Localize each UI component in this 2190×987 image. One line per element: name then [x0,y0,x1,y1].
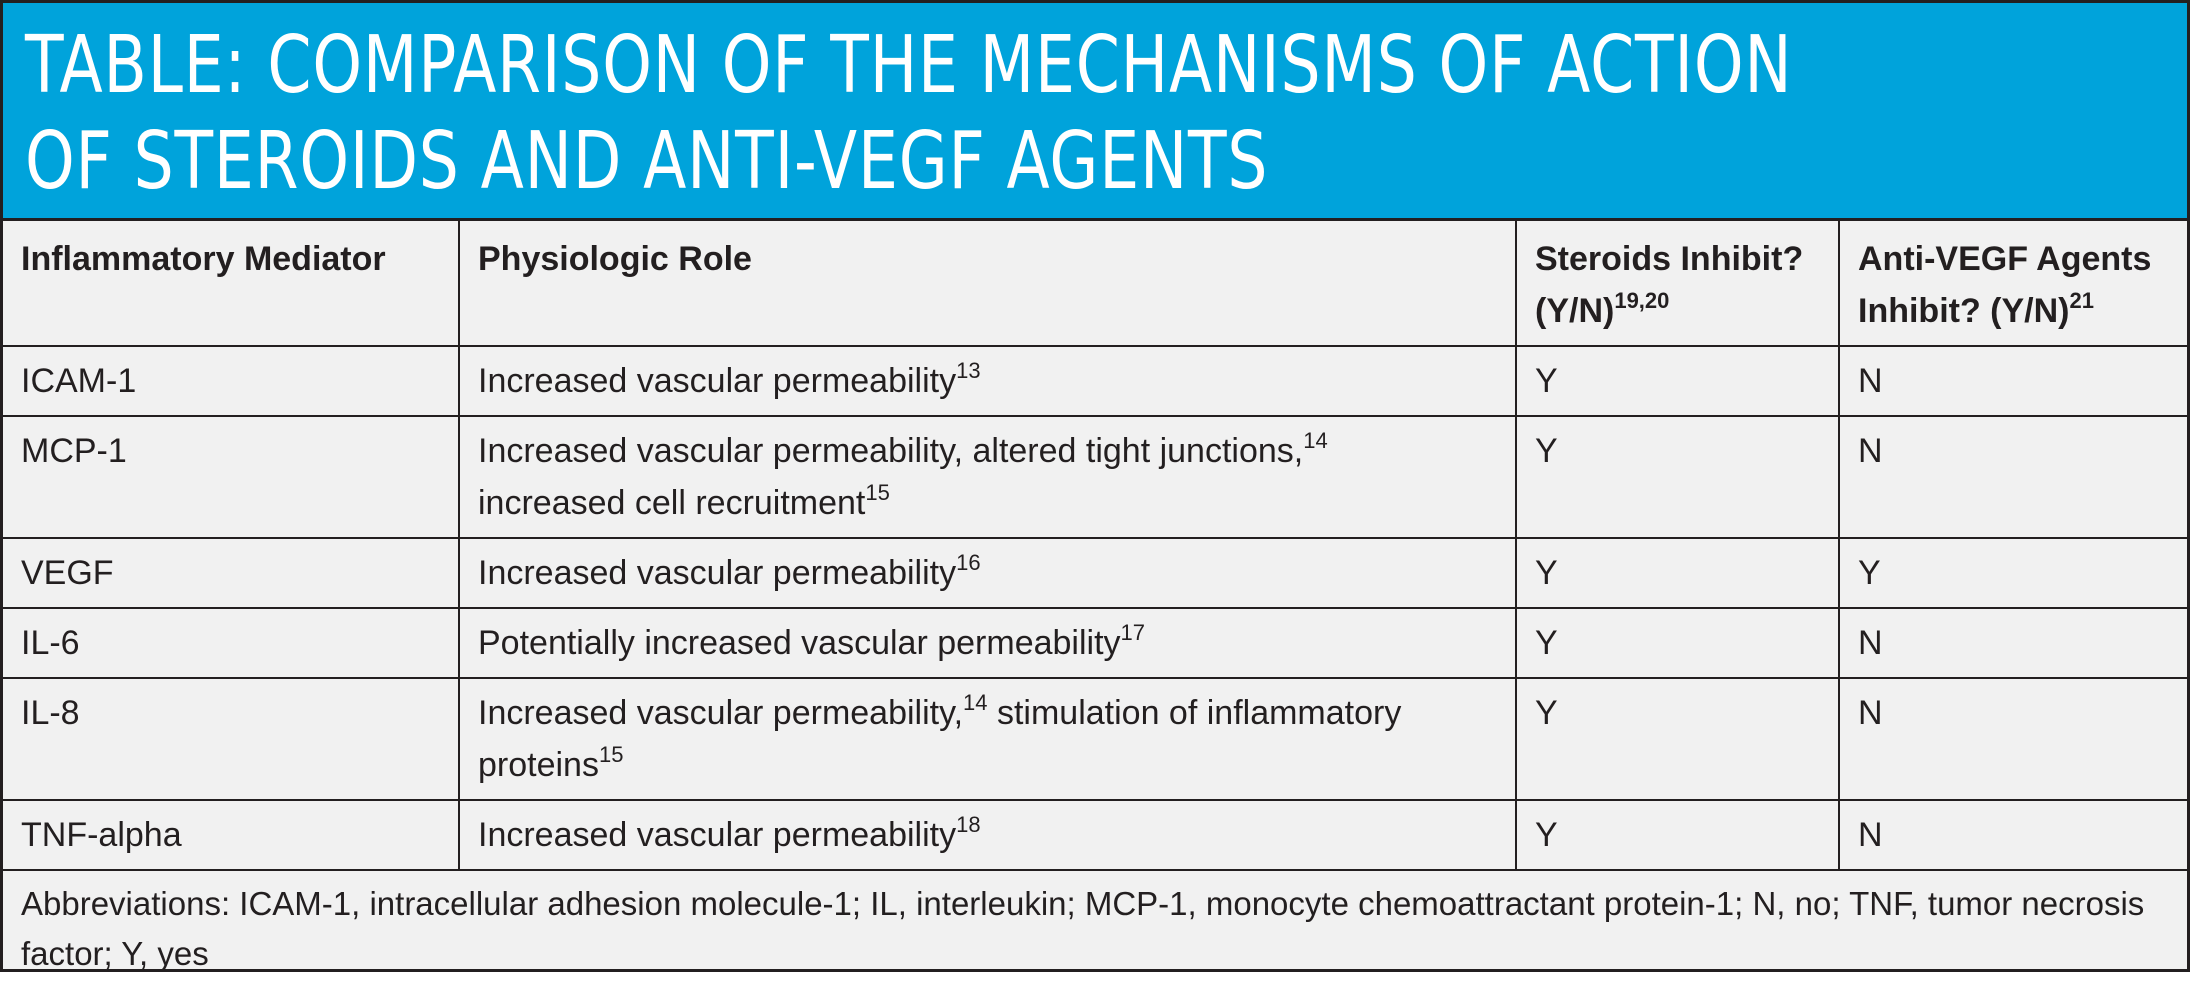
cell-steroids: Y [1516,800,1839,870]
cell-steroids: Y [1516,608,1839,678]
cell-antivegf: N [1839,346,2187,416]
cell-mediator: MCP-1 [3,416,459,538]
cell-mediator: IL-8 [3,678,459,800]
role-text-continued: stimulation of inflammatory proteins [478,694,1402,784]
role-ref: 14 [1303,428,1328,453]
cell-role [459,800,1516,870]
cell-mediator: TNF-alpha [3,800,459,870]
table-row [3,538,2187,608]
abbreviations-footnote: Abbreviations: ICAM-1, intracellular adhesion molecule-1; IL, interleukin; MCP-1, monocyte chemoattractant protein-1; N, no; TNF, tumor necrosis factor; Y, yes [21,885,2145,972]
cell-mediator: VEGF [3,538,459,608]
table-title-line-2: OF STEROIDS AND ANTI-VEGF AGENTS [25,115,1269,207]
header-steroids-ref: 19,20 [1614,288,1670,313]
header-role: Physiologic Role [459,221,1516,346]
role-ref-continued: 15 [865,480,890,505]
role-text: Increased vascular permeability [478,554,957,592]
cell-steroids: Y [1516,416,1839,538]
role-text: Potentially increased vascular permeability [478,624,1121,662]
role-ref: 13 [956,358,981,383]
table-header-row [3,221,2187,346]
role-ref-continued: 15 [598,742,624,767]
role-text: Increased vascular permeability [478,362,957,400]
header-steroids-label: Steroids Inhibit? (Y/N) [1535,240,1804,330]
table-title-line-1: TABLE: COMPARISON OF THE MECHANISMS OF ACTION [25,19,1793,111]
role-ref: 14 [963,690,988,715]
cell-steroids: Y [1516,346,1839,416]
table-title-banner [3,3,2187,221]
cell-role [459,678,1516,800]
comparison-table [3,221,2187,871]
cell-role [459,608,1516,678]
header-steroids [1516,221,1839,346]
cell-mediator: IL-6 [3,608,459,678]
cell-role [459,346,1516,416]
role-text: Increased vascular permeability, [478,694,964,732]
cell-antivegf: N [1839,416,2187,538]
cell-role [459,538,1516,608]
table-row [3,416,2187,538]
cell-steroids: Y [1516,538,1839,608]
cell-antivegf: N [1839,800,2187,870]
header-mediator: Inflammatory Mediator [3,221,459,346]
cell-mediator: ICAM-1 [3,346,459,416]
role-ref: 18 [956,812,981,837]
header-antivegf-label: Anti-VEGF Agents Inhibit? (Y/N) [1858,240,2152,330]
role-text-continued: increased cell recruitment [478,484,866,522]
cell-steroids: Y [1516,678,1839,800]
table-row [3,346,2187,416]
cell-antivegf: N [1839,678,2187,800]
table-row [3,678,2187,800]
cell-role [459,416,1516,538]
table-row [3,800,2187,870]
header-antivegf [1839,221,2187,346]
role-ref: 16 [956,550,981,575]
cell-antivegf: N [1839,608,2187,678]
table-row [3,608,2187,678]
role-text: Increased vascular permeability, altered tight junctions, [478,432,1304,470]
role-text: Increased vascular permeability [478,816,957,854]
role-ref: 17 [1120,620,1146,645]
header-antivegf-ref: 21 [2069,288,2094,313]
cell-antivegf: Y [1839,538,2187,608]
